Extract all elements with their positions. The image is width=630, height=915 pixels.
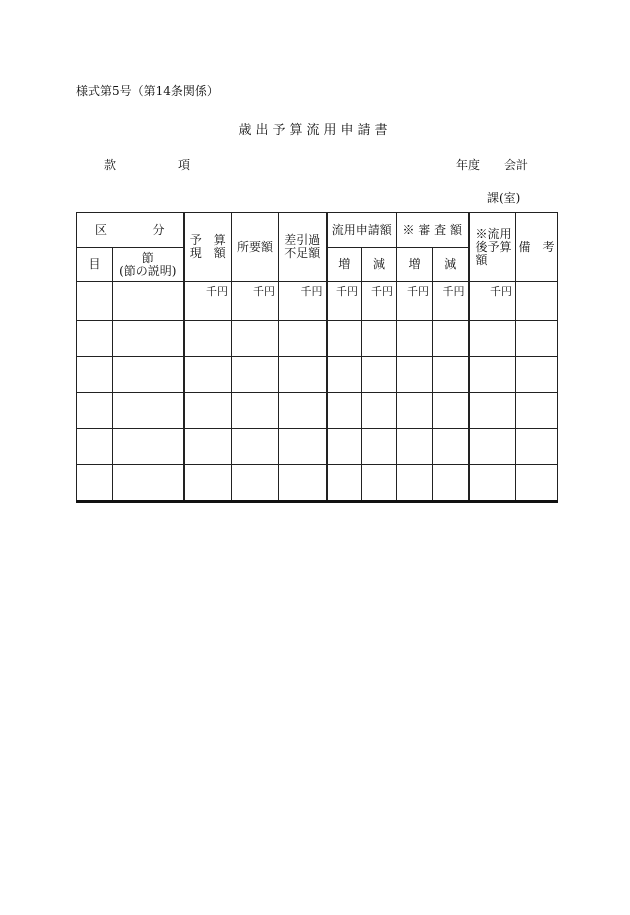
cell-ryuyo-ato[interactable] [469, 465, 516, 502]
cell-ryuyo-zou[interactable] [327, 465, 362, 502]
header-shoyougaku: 所要額 [232, 213, 279, 282]
cell-setsu[interactable] [113, 465, 184, 502]
header-kubun [77, 213, 184, 248]
header-moku: 目 [77, 248, 113, 282]
table-row [77, 465, 558, 502]
cell-yosan-gengaku[interactable] [184, 357, 232, 393]
header-shinsa: ※ 審 査 額 [397, 213, 469, 248]
cell-shoyougaku[interactable] [232, 357, 279, 393]
cell-shoyougaku[interactable] [232, 465, 279, 502]
cell-yosan-gengaku[interactable] [184, 429, 232, 465]
cell-moku[interactable] [77, 393, 113, 429]
cell-ryuyo-ato[interactable] [469, 321, 516, 357]
cell-setsu[interactable] [113, 282, 184, 321]
header-ryuyo-shinsei: 流用申請額 [327, 213, 397, 248]
cell-ryuyo-gen[interactable] [362, 393, 397, 429]
cell-ryuyo-gen[interactable] [362, 321, 397, 357]
cell-setsu[interactable] [113, 321, 184, 357]
cell-shinsa-gen[interactable] [433, 429, 469, 465]
header-sashihiki-line2: 不足額 [284, 246, 321, 260]
table-row [77, 357, 558, 393]
cell-shinsa-zou[interactable] [397, 429, 433, 465]
cell-shinsa-gen[interactable] [433, 393, 469, 429]
cell-ryuyo-zou[interactable] [327, 357, 362, 393]
cell-biko[interactable] [516, 465, 558, 502]
cell-shinsa-zou[interactable]: 千円 [397, 282, 433, 321]
cell-shoyougaku[interactable]: 千円 [232, 282, 279, 321]
header-shinsa-zou: 増 [397, 248, 433, 282]
cell-ryuyo-ato[interactable] [469, 429, 516, 465]
cell-ryuyo-ato[interactable]: 千円 [469, 282, 516, 321]
cell-ryuyo-zou[interactable] [327, 429, 362, 465]
header-ato-line3: 額 [475, 252, 488, 267]
label-nendo: 年度 [456, 158, 481, 172]
header-sashihiki [279, 213, 327, 282]
cell-sashihiki[interactable] [279, 429, 327, 465]
cell-shinsa-zou[interactable] [397, 465, 433, 502]
header-biko: 備 考 [516, 213, 558, 282]
cell-moku[interactable] [77, 321, 113, 357]
cell-shinsa-zou[interactable] [397, 357, 433, 393]
header-sashihiki-line1: 差引過 [284, 233, 321, 247]
cell-setsu[interactable] [113, 357, 184, 393]
cell-ryuyo-zou[interactable] [327, 321, 362, 357]
table-row [77, 393, 558, 429]
header-yosan-gengaku [184, 213, 232, 282]
cell-shinsa-gen[interactable]: 千円 [433, 282, 469, 321]
cell-ryuyo-gen[interactable] [362, 357, 397, 393]
cell-sashihiki[interactable] [279, 393, 327, 429]
header-setsu-line2: (節の説明) [119, 263, 177, 278]
cell-ryuyo-gen[interactable] [362, 429, 397, 465]
form-number: 様式第5号（第14条関係） [76, 84, 219, 98]
header-ato-line2: 後予算 [475, 239, 512, 254]
cell-biko[interactable] [516, 429, 558, 465]
header-kubun-left: 区 [95, 222, 108, 237]
header-ryuyo-gen: 減 [362, 248, 397, 282]
cell-shinsa-zou[interactable] [397, 321, 433, 357]
cell-sashihiki[interactable] [279, 321, 327, 357]
cell-ryuyo-gen[interactable]: 千円 [362, 282, 397, 321]
cell-biko[interactable] [516, 393, 558, 429]
header-setsu [113, 248, 184, 282]
cell-shinsa-gen[interactable] [433, 321, 469, 357]
cell-moku[interactable] [77, 357, 113, 393]
cell-yosan-gengaku[interactable] [184, 393, 232, 429]
label-ka-shitsu: 課(室) [487, 191, 521, 205]
cell-setsu[interactable] [113, 393, 184, 429]
cell-yosan-gengaku[interactable] [184, 465, 232, 502]
header-ato-line1: ※流用 [475, 226, 512, 241]
cell-ryuyo-zou[interactable]: 千円 [327, 282, 362, 321]
table-row [77, 429, 558, 465]
cell-sashihiki[interactable] [279, 465, 327, 502]
header-ryuyo-zou: 増 [327, 248, 362, 282]
cell-yosan-gengaku[interactable] [184, 321, 232, 357]
budget-transfer-table [76, 212, 558, 503]
header-yosan-line1: 予 算 [189, 233, 226, 247]
cell-moku[interactable] [77, 429, 113, 465]
table-row [77, 282, 558, 321]
cell-shoyougaku[interactable] [232, 321, 279, 357]
cell-shoyougaku[interactable] [232, 393, 279, 429]
table-row [77, 321, 558, 357]
cell-shinsa-gen[interactable] [433, 465, 469, 502]
header-setsu-line1: 節 [141, 250, 154, 265]
cell-shinsa-zou[interactable] [397, 393, 433, 429]
cell-sashihiki[interactable] [279, 357, 327, 393]
cell-ryuyo-gen[interactable] [362, 465, 397, 502]
cell-ryuyo-ato[interactable] [469, 393, 516, 429]
label-kaikei: 会計 [504, 158, 529, 172]
cell-sashihiki[interactable]: 千円 [279, 282, 327, 321]
cell-setsu[interactable] [113, 429, 184, 465]
cell-shinsa-gen[interactable] [433, 357, 469, 393]
cell-ryuyo-ato[interactable] [469, 357, 516, 393]
cell-yosan-gengaku[interactable]: 千円 [184, 282, 232, 321]
cell-moku[interactable] [77, 282, 113, 321]
cell-biko[interactable] [516, 321, 558, 357]
cell-moku[interactable] [77, 465, 113, 502]
label-kan: 款 [104, 158, 117, 172]
cell-biko[interactable] [516, 282, 558, 321]
cell-shoyougaku[interactable] [232, 429, 279, 465]
cell-biko[interactable] [516, 357, 558, 393]
cell-ryuyo-zou[interactable] [327, 393, 362, 429]
header-kubun-right: 分 [152, 222, 165, 237]
page-title: 歳出予算流用申請書 [238, 123, 392, 138]
header-yosan-line2: 現 額 [189, 246, 226, 260]
header-shinsa-gen: 減 [433, 248, 469, 282]
label-kou: 項 [178, 158, 191, 172]
header-ryuyo-ato [469, 213, 516, 282]
